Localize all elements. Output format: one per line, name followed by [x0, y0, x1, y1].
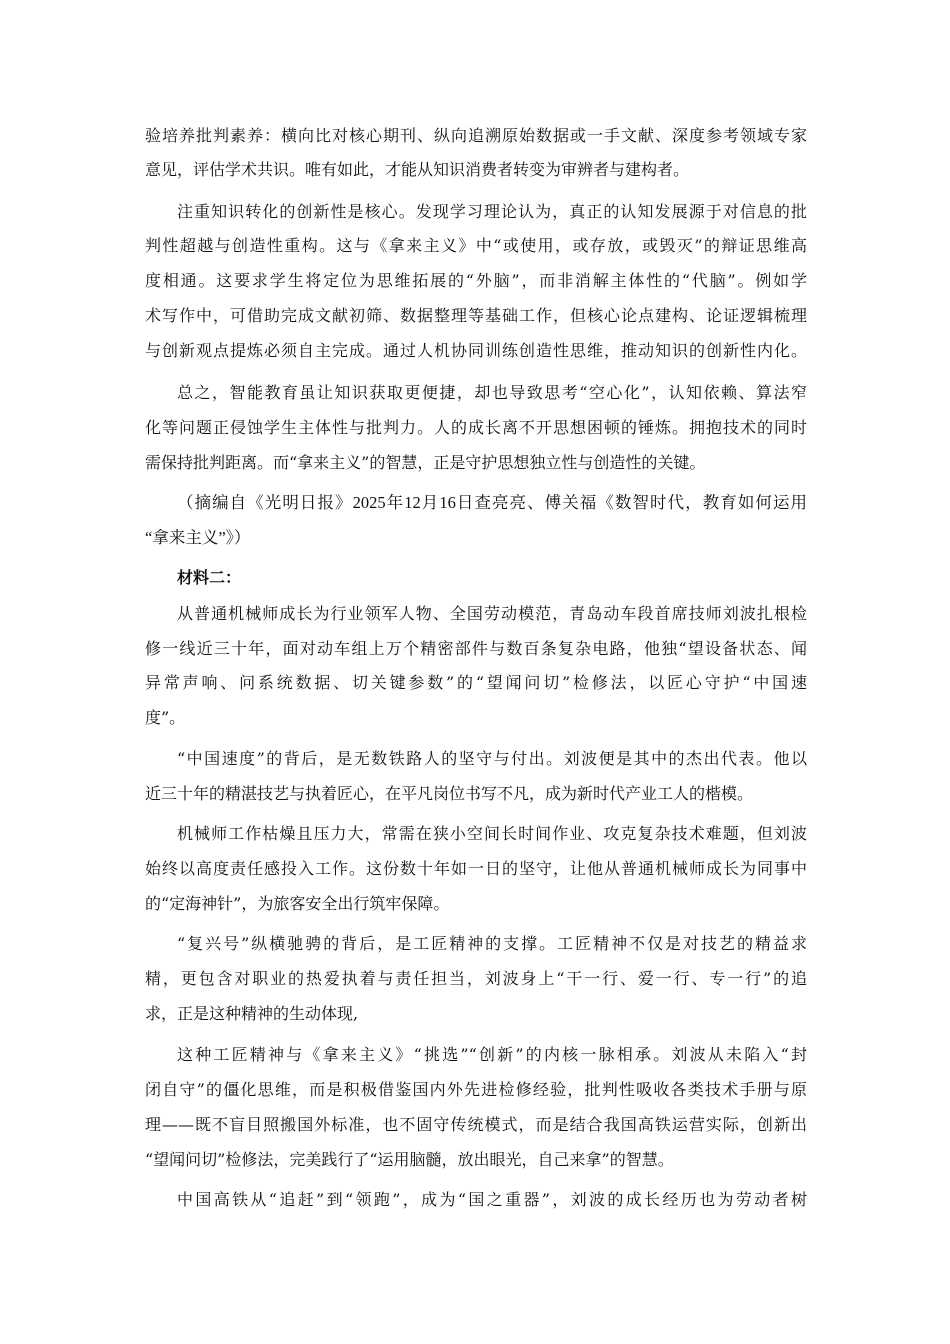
text-line: 这种工匠精神与《拿来主义》“挑选”“创新”的内核一脉相承。刘波从未陷入“封 — [177, 1045, 807, 1064]
text-line: “望闻问切”检修法，完美践行了“运用脑髓，放出眼光，自己来拿”的智慧。 — [145, 1150, 674, 1169]
text-line: 度相通。这要求学生将定位为思维拓展的“外脑”，而非消解主体性的“代脑”。例如学 — [145, 271, 807, 290]
section-heading: 材料二： — [177, 568, 242, 587]
source-citation-line: “拿来主义”》） — [145, 528, 251, 547]
text-line: 意见，评估学术共识。唯有如此，才能从知识消费者转变为审辨者与建构者。 — [145, 160, 690, 179]
text-line: 度”。 — [145, 708, 186, 727]
text-line: 需保持批判距离。而“拿来主义”的智慧，正是守护思想独立性与创造性的关键。 — [145, 453, 706, 472]
text-line: 理——既不盲目照搬国外标准，也不固守传统模式，而是结合我国高铁运营实际，创新出 — [145, 1115, 807, 1134]
text-line: “中国速度”的背后，是无数铁路人的坚守与付出。刘波便是其中的杰出代表。他以 — [177, 749, 807, 768]
text-line: 总之，智能教育虽让知识获取更便捷，却也导致思考“空心化”，认知依赖、算法窄 — [177, 383, 807, 402]
text-line: 精，更包含对职业的热爱执着与责任担当，刘波身上“干一行、爱一行、专一行”的追 — [145, 969, 807, 988]
text-line: 机械师工作枯燥且压力大，常需在狭小空间长时间作业、攻克复杂技术难题，但刘波 — [177, 824, 807, 843]
text-line: 与创新观点提炼必须自主完成。通过人机协同训练创造性思维，推动知识的创新性内化。 — [145, 341, 807, 360]
text-line: 化等问题正侵蚀学生主体性与批判力。人的成长离不开思想困顿的锤炼。拥抱技术的同时 — [145, 418, 807, 437]
text-line: 闭自守”的僵化思维，而是积极借鉴国内外先进检修经验，批判性吸收各类技术手册与原 — [145, 1080, 807, 1099]
text-line: “复兴号”纵横驰骋的背后，是工匠精神的支撑。工匠精神不仅是对技艺的精益求 — [177, 934, 807, 953]
text-line: 从普通机械师成长为行业领军人物、全国劳动模范，青岛动车段首席技师刘波扎根检 — [177, 604, 807, 623]
text-line: 始终以高度责任感投入工作。这份数十年如一日的坚守，让他从普通机械师成长为同事中 — [145, 859, 807, 878]
text-line: 中国高铁从“追赶”到“领跑”，成为“国之重器”，刘波的成长经历也为劳动者树 — [177, 1190, 807, 1209]
text-line: 注重知识转化的创新性是核心。发现学习理论认为，真正的认知发展源于对信息的批 — [177, 202, 807, 221]
text-line: 求，正是这种精神的生动体现, — [145, 1004, 359, 1023]
text-line: 异常声响、问系统数据、切关键参数”的“望闻问切”检修法，以匠心守护“中国速 — [145, 673, 807, 692]
source-citation-line: （摘编自《光明日报》2025年12月16日查亮亮、傅关福《数智时代，教育如何运用 — [177, 493, 807, 512]
text-line: 近三十年的精湛技艺与执着匠心，在平凡岗位书写不凡，成为新时代产业工人的楷模。 — [145, 784, 754, 803]
text-line: 验培养批判素养：横向比对核心期刊、纵向追溯原始数据或一手文献、深度参考领域专家 — [145, 126, 807, 145]
text-line: 修一线近三十年，面对动车组上万个精密部件与数百条复杂电路，他独“望设备状态、闻 — [145, 639, 807, 658]
text-line: 的“定海神针”，为旅客安全出行筑牢保障。 — [145, 894, 450, 913]
text-line: 判性超越与创造性重构。这与《拿来主义》中“或使用，或存放，或毁灭”的辩证思维高 — [145, 236, 807, 255]
text-line: 术写作中，可借助完成文献初筛、数据整理等基础工作，但核心论点建构、论证逻辑梳理 — [145, 306, 807, 325]
